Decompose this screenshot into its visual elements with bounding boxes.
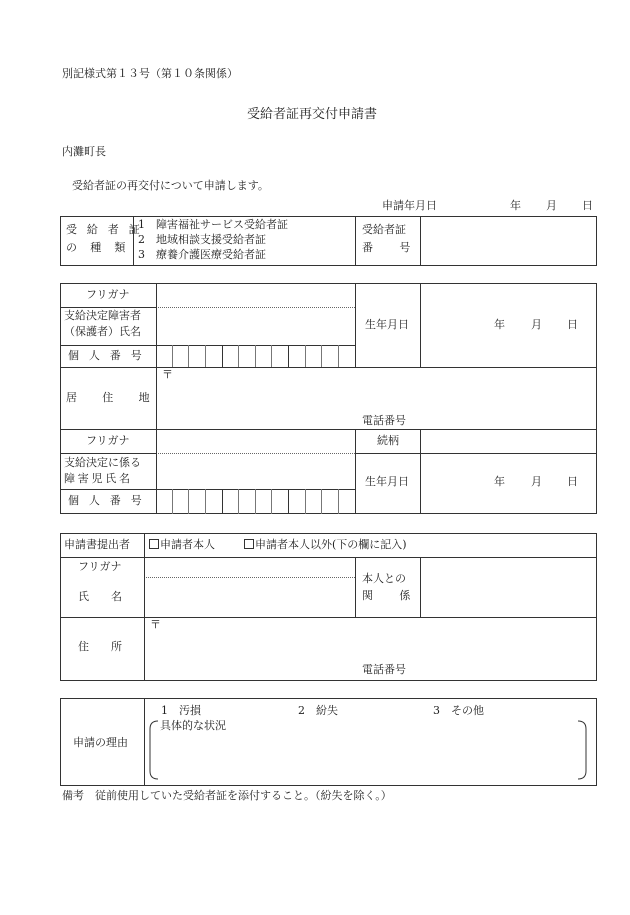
application-date-label: 申請年月日	[382, 199, 437, 212]
submitter-self-label: 申請者本人	[160, 538, 215, 551]
child-furigana-label: フリガナ	[86, 434, 130, 447]
child-birth-year: 年	[494, 475, 505, 488]
submitter-relation-field[interactable]	[421, 558, 596, 616]
remarks-note: 備考 従前使用していた受給者証を添付すること。（紛失を除く。）	[62, 789, 392, 802]
child-relation-field[interactable]	[421, 430, 596, 452]
guardian-birth-month: 月	[531, 318, 542, 331]
submitter-relation-label-1: 本人との	[362, 572, 406, 585]
submitter-postal-mark: 〒	[150, 618, 161, 631]
guardian-birth-label: 生年月日	[365, 318, 409, 331]
reason-label: 申請の理由	[73, 736, 128, 749]
submitter-self-checkbox[interactable]	[149, 539, 215, 552]
right-bracket-icon	[576, 720, 588, 780]
guardian-birth-day: 日	[567, 318, 578, 331]
guardian-birth-year: 年	[494, 318, 505, 331]
reason-detail-field[interactable]	[162, 736, 572, 778]
submitter-furigana-field[interactable]	[145, 558, 355, 576]
reason-detail-label: 具体的な状況	[160, 719, 226, 732]
reason-option-1[interactable]: 1 汚損	[161, 704, 201, 717]
child-name-label-1: 支給決定に係る	[64, 456, 141, 469]
child-personal-number-label: 個人番号	[68, 494, 152, 507]
submitter-relation-label-2: 関係	[362, 589, 437, 602]
submitter-other-label: 申請者本人以外(下の欄に記入)	[255, 538, 407, 551]
child-name-label-2: 障害児氏名	[64, 472, 133, 485]
certificate-kind-label-2: の種類	[66, 241, 139, 254]
child-furigana-field[interactable]	[157, 430, 355, 452]
certificate-option-2[interactable]: 2 地域相談支援受給者証	[138, 233, 266, 246]
reason-option-3[interactable]: 3 その他	[433, 704, 484, 717]
submitter-label: 申請書提出者	[64, 538, 130, 551]
child-birth-month: 月	[531, 475, 542, 488]
certificate-kind-label-1: 受給者証	[66, 223, 150, 236]
guardian-personal-number-label: 個人番号	[68, 349, 152, 362]
guardian-name-label-1: 支給決定障害者	[64, 309, 141, 322]
guardian-address-label: 居住地	[66, 391, 175, 404]
submitter-address-label: 住所	[78, 640, 144, 653]
submitter-furigana-label: フリガナ	[78, 560, 122, 573]
guardian-phone-label: 電話番号	[362, 414, 406, 427]
submitter-phone-label: 電話番号	[362, 663, 406, 676]
guardian-name-field[interactable]	[157, 308, 355, 344]
date-year: 年	[510, 199, 521, 212]
certificate-option-1[interactable]: 1 障害福祉サービス受給者証	[138, 218, 288, 231]
page-title: 受給者証再交付申請書	[247, 107, 378, 122]
guardian-furigana-label: フリガナ	[86, 288, 130, 301]
certificate-number-label-2: 番号	[362, 241, 437, 254]
certificate-number-label-1: 受給者証	[362, 223, 406, 236]
child-relation-label: 続柄	[377, 434, 399, 447]
guardian-furigana-field[interactable]	[157, 284, 355, 306]
child-birth-label: 生年月日	[365, 475, 409, 488]
submitter-other-checkbox[interactable]	[244, 539, 407, 552]
child-birth-day: 日	[567, 475, 578, 488]
reason-option-2[interactable]: 2 紛失	[298, 704, 338, 717]
guardian-address-field[interactable]	[157, 368, 596, 412]
certificate-number-field[interactable]	[421, 217, 596, 265]
guardian-postal-mark: 〒	[162, 368, 173, 381]
submitter-name-field[interactable]	[145, 578, 355, 616]
date-day: 日	[582, 199, 593, 212]
checkbox-icon	[244, 539, 254, 549]
left-bracket-icon	[148, 720, 160, 780]
intro-text: 受給者証の再交付について申請します。	[72, 179, 269, 192]
date-month: 月	[546, 199, 557, 212]
checkbox-icon	[149, 539, 159, 549]
child-personal-number-field[interactable]	[157, 490, 355, 513]
submitter-address-field[interactable]	[145, 618, 596, 662]
form-number: 別記様式第１３号（第１０条関係）	[62, 67, 238, 80]
guardian-name-label-2: （保護者）氏名	[64, 325, 141, 338]
addressee: 内灘町長	[62, 145, 106, 158]
guardian-personal-number-field[interactable]	[157, 346, 355, 366]
child-name-field[interactable]	[157, 454, 355, 488]
submitter-name-label: 氏名	[78, 590, 144, 603]
certificate-option-3[interactable]: 3 療養介護医療受給者証	[138, 248, 266, 261]
